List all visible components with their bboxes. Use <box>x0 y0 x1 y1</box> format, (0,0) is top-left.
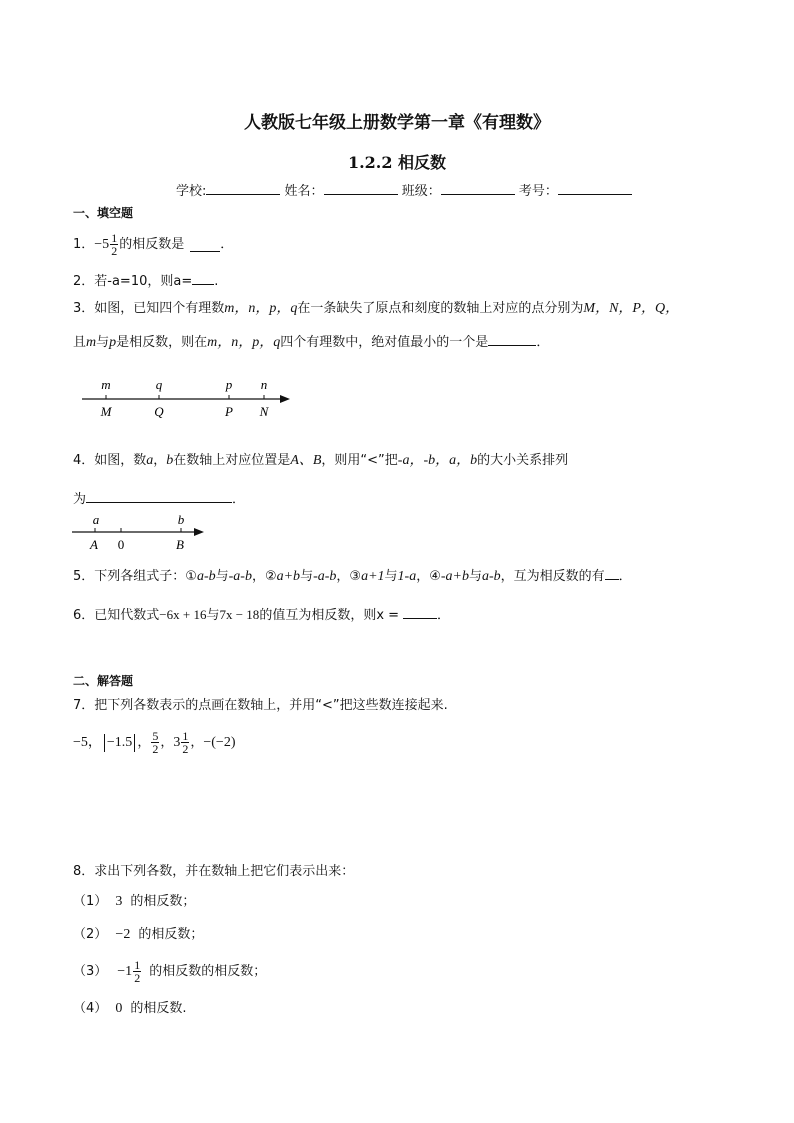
q5-e1a: a-b <box>196 569 216 584</box>
q7-fraction-1 <box>151 730 159 755</box>
q4-l2: 为 <box>73 492 87 507</box>
q5-e3b: 1-a <box>397 569 417 584</box>
q3-p: p <box>109 335 117 350</box>
page-subtitle: 1.2.2 相反数 <box>347 153 447 172</box>
number-label: 考号： <box>518 184 558 199</box>
q3-answer-blank[interactable] <box>488 331 536 346</box>
q3-label-q: q <box>155 377 163 392</box>
section-heading-2: 二、解答题 <box>73 674 134 688</box>
q4-number-line <box>68 512 218 552</box>
q4-l1c: 在数轴上对应位置是 <box>173 453 291 468</box>
q4-label-b: b <box>177 512 185 527</box>
section-heading-1: 一、填空题 <box>73 206 134 220</box>
q4-answer-blank[interactable] <box>86 488 232 503</box>
q8-item-1 <box>73 893 195 911</box>
question-4-line-2 <box>73 488 245 509</box>
q2-answer-blank[interactable] <box>192 270 214 285</box>
q1-frac-num: 1 <box>111 231 118 245</box>
q7-sep2: ， <box>160 734 174 750</box>
q5-tail: ，互为相反数的有 <box>500 569 605 584</box>
q2-end: . <box>214 274 219 289</box>
question-3-line-1 <box>73 300 679 318</box>
q5-end: ． <box>618 569 632 584</box>
question-6 <box>73 604 450 625</box>
q4-label-zero: 0 <box>117 537 125 552</box>
question-7-numbers <box>73 730 235 755</box>
q5-c4: ，④ <box>416 569 441 584</box>
q7-f2-num: 1 <box>182 729 189 743</box>
q8-i4-label: （4） <box>73 1001 108 1016</box>
q3-label-P: P <box>225 404 233 419</box>
q1-answer-blank[interactable] <box>190 237 220 252</box>
q4-l1b: ， <box>153 453 167 468</box>
q2-text: 2．若-a=10，则a= <box>73 274 193 289</box>
q5-e2a: a+b <box>276 569 301 584</box>
q5-and2: 与 <box>300 569 314 584</box>
q3-mid: 在一条缺失了原点和刻度的数轴上对应的点分别为 <box>297 301 584 316</box>
q7-abs-value: −1.5 <box>104 734 135 752</box>
q3-label-m: m <box>101 377 111 392</box>
q4-label-A: A <box>90 537 98 552</box>
class-blank[interactable] <box>441 180 515 195</box>
question-1 <box>73 232 233 257</box>
q8-i3-tail: 的相反数的相反数； <box>149 963 267 979</box>
q4-a: a <box>146 453 154 468</box>
q6-answer-blank[interactable] <box>403 604 437 619</box>
question-7: 7．把下列各数表示的点画在数轴上，并用“<”把这些数连接起来. <box>73 698 448 713</box>
q5-and3: 与 <box>384 569 398 584</box>
q4-end: ． <box>232 492 246 507</box>
q1-fraction <box>110 232 118 257</box>
q3-l2a: 且 <box>73 335 87 350</box>
q3-label-p: p <box>225 377 233 392</box>
q5-and1: 与 <box>215 569 229 584</box>
q5-e4b: a-b <box>481 569 501 584</box>
q8-i3-label: （3） <box>73 963 108 979</box>
q8-i1-tail: 的相反数； <box>130 894 196 909</box>
q7-fraction-2 <box>181 730 189 755</box>
q8-i4-value: 0 <box>115 1001 123 1016</box>
q4-l1e: 的大小关系排列 <box>477 453 569 468</box>
school-label: 学校: <box>176 184 207 199</box>
school-blank[interactable] <box>206 180 280 195</box>
q6-lead: 6．已知代数式 <box>73 608 160 623</box>
q6-tail: 的值互为相反数，则x = <box>259 608 400 623</box>
q3-number-line <box>78 374 298 420</box>
q4-label-a: a <box>92 512 100 527</box>
q3-lead: 3．如图，已知四个有理数 <box>73 301 225 316</box>
q3-l2d: 四个有理数中，绝对值最小的一个是 <box>280 335 489 350</box>
q8-i3-whole: −1 <box>117 963 133 979</box>
q3-points: M，N，P，Q， <box>583 301 680 316</box>
q3-l2b: 与 <box>96 335 110 350</box>
q4-AB: A、B <box>290 453 322 468</box>
q8-item-4 <box>73 1000 187 1018</box>
q8-i3-num: 1 <box>134 958 141 972</box>
q1-tail: 的相反数是 <box>119 236 185 252</box>
q8-item-3 <box>73 959 266 984</box>
q3-label-N: N <box>259 404 269 419</box>
q5-c2: ，② <box>251 569 277 584</box>
q7-mixed-whole: 3 <box>173 734 181 750</box>
q1-minus-five: −5 <box>94 236 110 252</box>
q4-label-B: B <box>176 537 184 552</box>
question-4-line-1 <box>73 452 568 470</box>
question-5 <box>73 565 632 586</box>
q5-lead: 5．下列各组式子： <box>73 569 186 584</box>
q3-m: m <box>86 335 97 350</box>
q7-f2-den: 2 <box>182 742 189 756</box>
q5-e4a: -a+b <box>440 569 469 584</box>
q7-f1-num: 5 <box>152 729 159 743</box>
q6-expr1: −6x + 16 <box>159 607 207 622</box>
q1-frac-den: 2 <box>111 244 118 258</box>
q6-and: 与 <box>206 608 220 623</box>
q7-f1-den: 2 <box>152 742 159 756</box>
q1-number: 1． <box>73 236 95 252</box>
q8-i3-den: 2 <box>134 971 141 985</box>
q5-e3a: a+1 <box>361 569 385 584</box>
q4-b: b <box>166 453 174 468</box>
number-blank[interactable] <box>558 180 632 195</box>
q6-end: ． <box>437 608 451 623</box>
q5-and4: 与 <box>468 569 482 584</box>
q8-i2-value: −2 <box>115 927 131 942</box>
q8-item-2 <box>73 926 203 944</box>
q7-n1: −5， <box>73 734 102 750</box>
class-label: 班级： <box>401 184 441 199</box>
q6-expr2: 7x − 18 <box>219 607 260 622</box>
q5-answer-blank[interactable] <box>605 565 619 580</box>
q3-label-M: M <box>100 404 112 419</box>
page-title: 人教版七年级上册数学第一章《有理数》 <box>244 113 550 133</box>
question-2 <box>73 270 218 291</box>
q8-i2-label: （2） <box>73 927 108 942</box>
name-blank[interactable] <box>324 180 398 195</box>
q3-end: ． <box>536 335 550 350</box>
q3-vars: m，n，p，q <box>224 301 298 316</box>
name-label: 姓名： <box>284 184 324 199</box>
q5-c3: ，③ <box>336 569 362 584</box>
q8-i1-label: （1） <box>73 894 108 909</box>
question-8: 8．求出下列各数，并在数轴上把它们表示出来： <box>73 864 355 879</box>
q8-i3-fraction <box>133 959 141 984</box>
q1-end: ． <box>220 236 234 252</box>
q8-i2-tail: 的相反数； <box>138 927 204 942</box>
q7-sep3: ， <box>190 734 204 750</box>
q3-label-n: n <box>260 377 268 392</box>
q8-i1-value: 3 <box>115 894 123 909</box>
q3-axis-arrow <box>280 395 290 403</box>
q5-c1: ① <box>185 569 197 584</box>
q8-i4-tail: 的相反数. <box>130 1001 187 1016</box>
q7-last: −(−2) <box>203 734 236 750</box>
q7-sep1: ， <box>137 734 151 750</box>
q5-e1b: -a-b <box>228 569 252 584</box>
info-line <box>176 180 632 201</box>
q4-l1a: 4．如图，数 <box>73 453 147 468</box>
q4-l1d: ，则用“<”把 <box>321 453 398 468</box>
q4-list: -a，-b，a，b <box>397 453 478 468</box>
q3-l2c: 是相反数，则在 <box>116 335 208 350</box>
q5-e2b: -a-b <box>313 569 337 584</box>
q3-vars2: m，n，p，q <box>207 335 281 350</box>
question-3-line-2 <box>73 331 549 352</box>
q3-label-Q: Q <box>154 404 164 419</box>
q4-axis-arrow <box>194 528 204 536</box>
